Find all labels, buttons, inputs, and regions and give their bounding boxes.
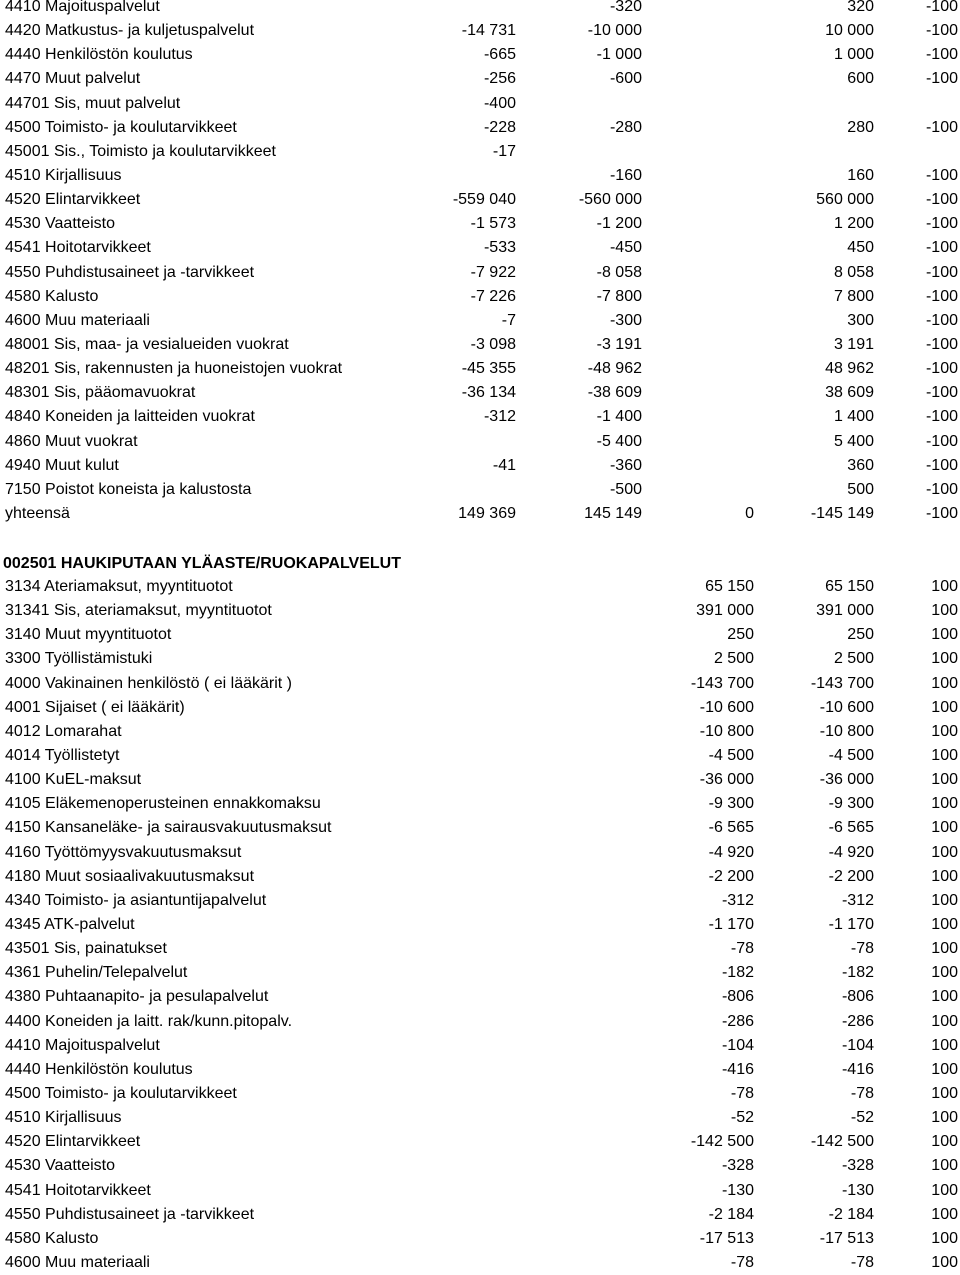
budget-table-1 (0, 0, 960, 526)
account-label: 4410 Majoituspalvelut (5, 0, 160, 15)
table-row (0, 1034, 960, 1058)
account-label: 31341 Sis, ateriamaksut, myyntituotot (5, 602, 272, 620)
value-col-3: -17 513 (699, 1229, 754, 1247)
table-row (0, 889, 960, 913)
value-col-1: -17 (492, 142, 516, 160)
value-col-4: 300 (847, 311, 874, 329)
value-col-5: 100 (931, 722, 958, 740)
value-col-5: 100 (931, 1109, 958, 1127)
account-label: yhteensä (5, 504, 70, 522)
table-row (0, 92, 960, 116)
account-label: 4840 Koneiden ja laitteiden vuokrat (5, 408, 255, 426)
value-col-4: 48 962 (825, 360, 874, 378)
table-row (0, 913, 960, 937)
value-col-3: -286 (721, 1012, 754, 1030)
account-label: 4860 Muut vuokrat (5, 432, 138, 450)
table-row (0, 212, 960, 236)
table-row (0, 140, 960, 164)
account-label: 4345 ATK-palvelut (5, 915, 135, 933)
table-row (0, 647, 960, 671)
value-col-5: 100 (931, 626, 958, 644)
account-label: 4014 Työllistetyt (5, 746, 120, 764)
account-label: 4361 Puhelin/Telepalvelut (5, 964, 188, 982)
account-label: 4440 Henkilöstön koulutus (5, 46, 193, 64)
value-col-4: -286 (841, 1012, 874, 1030)
value-col-5: 100 (931, 1157, 958, 1175)
value-col-1: -228 (483, 118, 516, 136)
account-label: 4160 Työttömyysvakuutusmaksut (5, 843, 242, 861)
value-col-2: -320 (609, 0, 642, 15)
value-col-5: -100 (925, 287, 958, 305)
value-col-5: -100 (925, 22, 958, 40)
value-col-1: -41 (492, 456, 516, 474)
value-col-5: 100 (931, 1036, 958, 1054)
value-col-3: -104 (721, 1036, 754, 1054)
table-row (0, 672, 960, 696)
value-col-1: -533 (483, 239, 516, 257)
value-col-3: -1 170 (708, 915, 754, 933)
account-label: 4012 Lomarahat (5, 722, 122, 740)
account-label: 4150 Kansaneläke- ja sairausvakuutusmaksut (5, 819, 332, 837)
value-col-3: -2 200 (708, 867, 754, 885)
value-col-4: 1 200 (833, 215, 874, 233)
account-label: 48201 Sis, rakennusten ja huoneistojen vuokrat (5, 360, 343, 378)
value-col-5: 100 (931, 915, 958, 933)
value-col-1: -312 (483, 408, 516, 426)
account-label: 4000 Vakinainen henkilöstö ( ei lääkärit ) (5, 674, 292, 692)
value-col-4: -2 184 (828, 1205, 874, 1223)
value-col-4: 5 400 (833, 432, 874, 450)
table-row (0, 1106, 960, 1130)
value-col-1: 149 369 (458, 504, 516, 522)
table-row (0, 768, 960, 792)
value-col-4: 500 (847, 480, 874, 498)
account-label: 4550 Puhdistusaineet ja -tarvikkeet (5, 263, 255, 281)
value-col-2: -7 800 (596, 287, 642, 305)
value-col-3: -4 500 (708, 746, 754, 764)
account-label: 48301 Sis, pääomavuokrat (5, 384, 196, 402)
table-row (0, 1227, 960, 1251)
value-col-5: 100 (931, 891, 958, 909)
value-col-3: -312 (721, 891, 754, 909)
value-col-4: -312 (841, 891, 874, 909)
value-col-4: 320 (847, 0, 874, 15)
value-col-5: -100 (925, 384, 958, 402)
value-col-2: -500 (609, 480, 642, 498)
value-col-2: -450 (609, 239, 642, 257)
account-label: 4541 Hoitotarvikkeet (5, 239, 151, 257)
value-col-2: -10 000 (587, 22, 642, 40)
table-row (0, 961, 960, 985)
value-col-5: 100 (931, 795, 958, 813)
account-label: 44701 Sis, muut palvelut (5, 94, 181, 112)
table-row (0, 309, 960, 333)
table-row (0, 405, 960, 429)
value-col-4: -142 500 (810, 1133, 874, 1151)
account-label: 43501 Sis, painatukset (5, 940, 167, 958)
table-row (0, 1010, 960, 1034)
table-row (0, 19, 960, 43)
value-col-5: 100 (931, 940, 958, 958)
table-row (0, 381, 960, 405)
value-col-4: -78 (850, 1253, 874, 1271)
value-col-5: -100 (925, 504, 958, 522)
value-col-4: 8 058 (833, 263, 874, 281)
value-col-3: -78 (730, 940, 754, 958)
value-col-5: -100 (925, 408, 958, 426)
value-col-5: 100 (931, 746, 958, 764)
table-row (0, 261, 960, 285)
account-label: 45001 Sis., Toimisto ja koulutarvikkeet (5, 142, 276, 160)
value-col-3: -143 700 (690, 674, 754, 692)
account-label: 4340 Toimisto- ja asiantuntijapalvelut (5, 891, 267, 909)
table-row (0, 285, 960, 309)
value-col-4: -104 (841, 1036, 874, 1054)
value-col-5: -100 (925, 46, 958, 64)
account-label: 4510 Kirjallisuus (5, 1109, 122, 1127)
account-label: 4580 Kalusto (5, 1229, 99, 1247)
table-row (0, 1251, 960, 1275)
section-title: 002501 HAUKIPUTAAN YLÄASTE/RUOKAPALVELUT (3, 555, 401, 572)
table-row (0, 985, 960, 1009)
value-col-5: -100 (925, 432, 958, 450)
value-col-4: -130 (841, 1181, 874, 1199)
table-row (0, 720, 960, 744)
value-col-5: -100 (925, 166, 958, 184)
value-col-4: -328 (841, 1157, 874, 1175)
account-label: 4100 KuEL-maksut (5, 771, 142, 789)
value-col-3: -4 920 (708, 843, 754, 861)
value-col-5: 100 (931, 1084, 958, 1102)
value-col-4: 280 (847, 118, 874, 136)
value-col-4: 38 609 (825, 384, 874, 402)
value-col-4: -416 (841, 1060, 874, 1078)
value-col-3: -10 600 (699, 698, 754, 716)
value-col-5: 100 (931, 867, 958, 885)
table-row (0, 599, 960, 623)
value-col-4: -36 000 (819, 771, 874, 789)
value-col-5: -100 (925, 0, 958, 15)
value-col-4: -182 (841, 964, 874, 982)
value-col-5: -100 (925, 456, 958, 474)
value-col-2: -280 (609, 118, 642, 136)
table-row (0, 164, 960, 188)
budget-table-2 (0, 575, 960, 1275)
value-col-3: -182 (721, 964, 754, 982)
value-col-1: -14 731 (461, 22, 516, 40)
table-row (0, 1130, 960, 1154)
value-col-3: 65 150 (705, 578, 754, 595)
account-label: 48001 Sis, maa- ja vesialueiden vuokrat (5, 335, 289, 353)
table-row (0, 502, 960, 526)
value-col-4: -10 800 (819, 722, 874, 740)
table-row (0, 67, 960, 91)
value-col-2: -300 (609, 311, 642, 329)
value-col-5: 100 (931, 1229, 958, 1247)
value-col-2: 145 149 (584, 504, 642, 522)
value-col-2: -8 058 (596, 263, 642, 281)
value-col-1: -45 355 (461, 360, 516, 378)
value-col-5: 100 (931, 1205, 958, 1223)
value-col-5: 100 (931, 1133, 958, 1151)
value-col-1: -400 (483, 94, 516, 112)
value-col-3: -52 (730, 1109, 754, 1127)
value-col-1: -7 922 (470, 263, 516, 281)
table-row (0, 0, 960, 19)
value-col-5: 100 (931, 650, 958, 668)
value-col-3: -78 (730, 1084, 754, 1102)
value-col-3: -328 (721, 1157, 754, 1175)
value-col-2: -1 400 (596, 408, 642, 426)
table-row (0, 236, 960, 260)
value-col-3: -2 184 (708, 1205, 754, 1223)
value-col-3: 250 (727, 626, 754, 644)
account-label: 4530 Vaatteisto (5, 1157, 116, 1175)
value-col-4: -52 (850, 1109, 874, 1127)
value-col-4: 2 500 (833, 650, 874, 668)
value-col-3: -142 500 (690, 1133, 754, 1151)
value-col-4: -2 200 (828, 867, 874, 885)
value-col-2: -560 000 (578, 191, 642, 209)
account-label: 4440 Henkilöstön koulutus (5, 1060, 193, 1078)
value-col-2: -1 200 (596, 215, 642, 233)
account-label: 4600 Muu materiaali (5, 311, 150, 329)
value-col-4: 560 000 (816, 191, 874, 209)
value-col-3: 391 000 (696, 602, 754, 620)
value-col-4: 3 191 (833, 335, 874, 353)
value-col-2: -38 609 (587, 384, 642, 402)
account-label: 4500 Toimisto- ja koulutarvikkeet (5, 1084, 237, 1102)
value-col-4: 360 (847, 456, 874, 474)
account-label: 4105 Eläkemenoperusteinen ennakkomaksu (5, 795, 321, 813)
value-col-5: 100 (931, 698, 958, 716)
value-col-4: -6 565 (828, 819, 874, 837)
value-col-4: 450 (847, 239, 874, 257)
value-col-3: 0 (745, 504, 754, 522)
value-col-1: -7 226 (470, 287, 516, 305)
value-col-1: -3 098 (470, 335, 516, 353)
value-col-1: -559 040 (452, 191, 516, 209)
value-col-5: 100 (931, 1253, 958, 1271)
value-col-4: -145 149 (810, 504, 874, 522)
value-col-5: -100 (925, 311, 958, 329)
account-label: 4580 Kalusto (5, 287, 99, 305)
account-label: 4940 Muut kulut (5, 456, 119, 474)
value-col-5: 100 (931, 1060, 958, 1078)
value-col-4: 160 (847, 166, 874, 184)
table-row (0, 1058, 960, 1082)
value-col-3: -9 300 (708, 795, 754, 813)
value-col-5: 100 (931, 964, 958, 982)
value-col-5: 100 (931, 771, 958, 789)
table-row (0, 333, 960, 357)
value-col-2: -160 (609, 166, 642, 184)
account-label: 4470 Muut palvelut (5, 70, 141, 88)
value-col-1: -665 (483, 46, 516, 64)
value-col-1: -1 573 (470, 215, 516, 233)
table-row (0, 816, 960, 840)
value-col-4: 1 400 (833, 408, 874, 426)
value-col-2: -1 000 (596, 46, 642, 64)
table-row (0, 744, 960, 768)
table-row (0, 1203, 960, 1227)
value-col-5: -100 (925, 191, 958, 209)
table-row (0, 792, 960, 816)
value-col-1: -256 (483, 70, 516, 88)
account-label: 7150 Poistot koneista ja kalustosta (5, 480, 252, 498)
value-col-4: 1 000 (833, 46, 874, 64)
table-row (0, 696, 960, 720)
account-label: 4410 Majoituspalvelut (5, 1036, 160, 1054)
table-row (0, 575, 960, 599)
value-col-5: 100 (931, 843, 958, 861)
value-col-5: -100 (925, 239, 958, 257)
table-row (0, 623, 960, 647)
account-label: 4520 Elintarvikkeet (5, 191, 141, 209)
value-col-4: -4 500 (828, 746, 874, 764)
value-col-5: 100 (931, 578, 958, 595)
value-col-5: -100 (925, 118, 958, 136)
value-col-5: -100 (925, 360, 958, 378)
value-col-5: -100 (925, 215, 958, 233)
value-col-4: -78 (850, 940, 874, 958)
value-col-5: -100 (925, 335, 958, 353)
table-row (0, 43, 960, 67)
value-col-4: -1 170 (828, 915, 874, 933)
value-col-2: -360 (609, 456, 642, 474)
value-col-1: -36 134 (461, 384, 516, 402)
table-row (0, 937, 960, 961)
table-row (0, 357, 960, 381)
value-col-1: -7 (501, 311, 516, 329)
account-label: 3300 Työllistämistuki (5, 650, 153, 668)
value-col-4: 391 000 (816, 602, 874, 620)
table-row (0, 454, 960, 478)
table-row (0, 116, 960, 140)
value-col-4: -78 (850, 1084, 874, 1102)
value-col-3: 2 500 (713, 650, 754, 668)
value-col-3: -36 000 (699, 771, 754, 789)
account-label: 4530 Vaatteisto (5, 215, 116, 233)
account-label: 4541 Hoitotarvikkeet (5, 1181, 151, 1199)
value-col-4: 600 (847, 70, 874, 88)
value-col-5: 100 (931, 674, 958, 692)
account-label: 4420 Matkustus- ja kuljetuspalvelut (5, 22, 255, 40)
table-row (0, 188, 960, 212)
account-label: 4510 Kirjallisuus (5, 166, 122, 184)
value-col-3: -6 565 (708, 819, 754, 837)
value-col-3: -130 (721, 1181, 754, 1199)
value-col-5: -100 (925, 480, 958, 498)
value-col-5: -100 (925, 70, 958, 88)
value-col-5: -100 (925, 263, 958, 281)
table-row (0, 865, 960, 889)
value-col-2: -48 962 (587, 360, 642, 378)
table-row (0, 841, 960, 865)
value-col-2: -600 (609, 70, 642, 88)
account-label: 3134 Ateriamaksut, myyntituotot (5, 578, 233, 595)
value-col-5: 100 (931, 819, 958, 837)
value-col-4: -806 (841, 988, 874, 1006)
value-col-5: 100 (931, 988, 958, 1006)
account-label: 4500 Toimisto- ja koulutarvikkeet (5, 118, 237, 136)
value-col-4: 65 150 (825, 578, 874, 595)
account-label: 4180 Muut sosiaalivakuutusmaksut (5, 867, 255, 885)
table-row (0, 430, 960, 454)
value-col-3: -78 (730, 1253, 754, 1271)
value-col-4: -17 513 (819, 1229, 874, 1247)
value-col-4: 7 800 (833, 287, 874, 305)
value-col-4: 250 (847, 626, 874, 644)
value-col-4: -4 920 (828, 843, 874, 861)
value-col-5: 100 (931, 1181, 958, 1199)
value-col-5: 100 (931, 602, 958, 620)
account-label: 4380 Puhtaanapito- ja pesulapalvelut (5, 988, 269, 1006)
value-col-4: -10 600 (819, 698, 874, 716)
value-col-5: 100 (931, 1012, 958, 1030)
account-label: 4550 Puhdistusaineet ja -tarvikkeet (5, 1205, 255, 1223)
value-col-3: -10 800 (699, 722, 754, 740)
table-row (0, 1179, 960, 1203)
account-label: 3140 Muut myyntituotot (5, 626, 172, 644)
value-col-4: -143 700 (810, 674, 874, 692)
value-col-2: -5 400 (596, 432, 642, 450)
value-col-2: -3 191 (596, 335, 642, 353)
table-row (0, 1082, 960, 1106)
account-label: 4520 Elintarvikkeet (5, 1133, 141, 1151)
table-row (0, 478, 960, 502)
account-label: 4600 Muu materiaali (5, 1253, 150, 1271)
value-col-4: 10 000 (825, 22, 874, 40)
value-col-3: -806 (721, 988, 754, 1006)
account-label: 4001 Sijaiset ( ei lääkärit) (5, 698, 185, 716)
table-row (0, 1154, 960, 1178)
account-label: 4400 Koneiden ja laitt. rak/kunn.pitopalv. (5, 1012, 293, 1030)
value-col-3: -416 (721, 1060, 754, 1078)
value-col-4: -9 300 (828, 795, 874, 813)
